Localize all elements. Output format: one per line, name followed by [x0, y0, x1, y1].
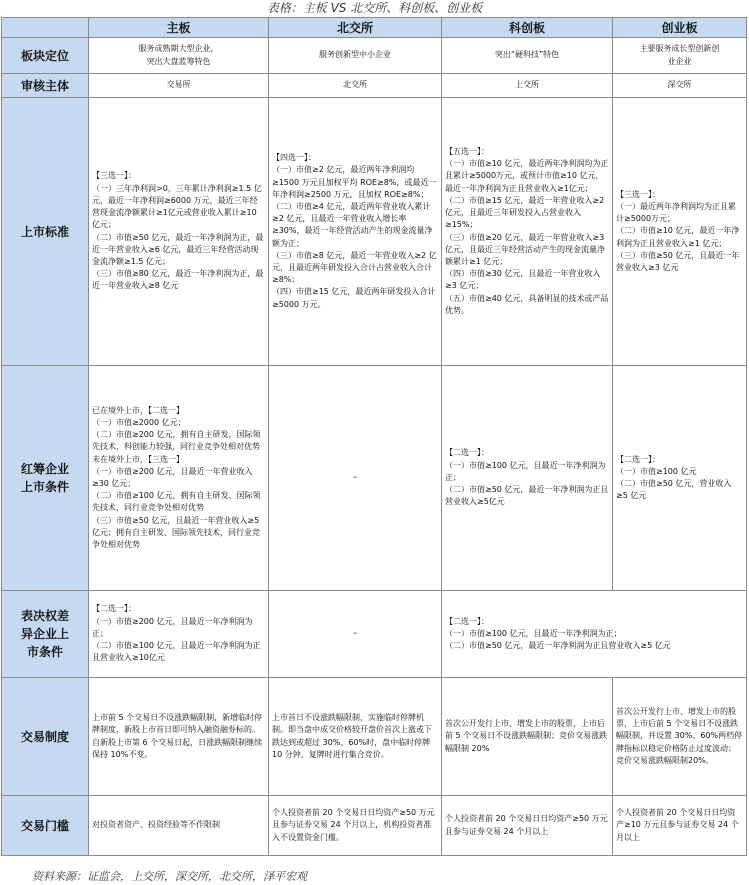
- cell-star-review-body: 上交所: [442, 74, 613, 98]
- cell-bse-listing-standards: 【四选一】： （一）市值≥2 亿元，最近两年净利润均≥1500 万元且加权平均 ROE≥8%，或最近一年净利润≥2500 万元，且加权 ROE≥8%； （二）市值≥4 亿元，最近两年营业收入累计≥2 亿元，且最近一年营业收入增长率≥30%，最近一年经营活动产生的现金流量净额为正； （三）市值≥8 亿元，最近一年营业收入≥2 亿元，且最近两年研发投入合计占营业收入合计≥8%； （四）市值≥15 亿元，最近两年研发投入合计≥5000 万元。: [269, 98, 442, 366]
- cell-bse-investor-threshold: 个人投资者前 20 个交易日日均资产≥50 万元且参与证券交易 24 个月以上，机构投资者准入不设置资金门槛。: [269, 796, 442, 856]
- cell-bse-red-chip: -: [269, 366, 442, 591]
- cell-main-investor-threshold: 对投资者资产、投资经验等不作限制: [89, 796, 269, 856]
- cell-chinext-review-body: 深交所: [613, 74, 747, 98]
- row-header-review-body: 审核主体: [2, 74, 89, 98]
- row-header-trading-rules: 交易制度: [2, 678, 89, 796]
- cell-bse-positioning: 服务创新型中小企业: [269, 38, 442, 74]
- row-header-dual-class: 表决权差 异企业上 市条件: [2, 591, 89, 678]
- column-header-star-market: 科创板: [442, 18, 613, 38]
- table-row: [2, 366, 747, 591]
- cell-bse-review-body: 北交所: [269, 74, 442, 98]
- cell-star-trading-rules: 首次公开发行上市、增发上市的股票，上市后前 5 个交易日不设涨跌幅限制；竞价交易涨跌幅限制 20%: [442, 678, 613, 796]
- comparison-table: [1, 17, 747, 856]
- cell-chinext-listing-standards: 【三选一】： （一）最近两年净利润均为正且累计≥5000万元； （二）市值≥10 亿元，最近一年净利润为正且营业收入≥1 亿元； （三）市值≥50 亿元，且最近一年营业收入≥3 亿元: [613, 98, 747, 366]
- row-header-investor-threshold: 交易门槛: [2, 796, 89, 856]
- cell-star-positioning: 突出“硬科技”特色: [442, 38, 613, 74]
- table-row: [2, 98, 747, 366]
- column-header-chinext: 创业板: [613, 18, 747, 38]
- table-row: [2, 678, 747, 796]
- cell-main-review-body: 交易所: [89, 74, 269, 98]
- cell-chinext-positioning: 主要服务成长型创新创 业企业: [613, 38, 747, 74]
- corner-cell: [2, 18, 89, 38]
- row-header-red-chip: 红筹企业 上市条件: [2, 366, 89, 591]
- header-row: [2, 18, 747, 38]
- cell-star-red-chip: 【二选一】： （一）市值≥100 亿元，且最近一年净利润为正； （二）市值≥50 亿元，最近一年净利润为正且营业收入≥5亿元: [442, 366, 613, 591]
- column-header-main-board: 主板: [89, 18, 269, 38]
- cell-main-positioning: 服务成熟期大型企业， 突出大盘蓝筹特色: [89, 38, 269, 74]
- cell-chinext-trading-rules: 首次公开发行上市、增发上市的股票，上市后前 5 个交易日不设涨跌幅限制，并设置 30%、60%两档停牌指标以稳定价格防止过度波动；竞价交易涨跌幅限制20%。: [613, 678, 747, 796]
- table-title: 表格：主板 VS 北交所、科创板、创业板: [266, 1, 483, 15]
- cell-bse-trading-rules: 上市首日不设涨跌幅限制，实施临时停牌机制。即当盘中成交价格较开盘价首次上涨或下跌达到或超过 30%、60%时，盘中临时停牌 10 分钟，复牌时进行集合竞价。: [269, 678, 442, 796]
- row-header-listing-standards: 上市标准: [2, 98, 89, 366]
- source-note: 资料来源：证监会，上交所，深交所，北交所，泽平宏观: [32, 870, 307, 883]
- cell-main-trading-rules: 上市前 5 个交易日不设涨跌幅限制，新增临时停牌制度，新股上市首日即可纳入融资融券标的。自新股上市第 6 个交易日起，日涨跌幅限制继续保持 10%不变。: [89, 678, 269, 796]
- table-row: [2, 796, 747, 856]
- column-header-bse: 北交所: [269, 18, 442, 38]
- cell-main-listing-standards: 【三选一】： （一）三年净利润>0，三年累计净利润≥1.5 亿元，最近一年净利润≥6000 万元，最近三年经营现金流净额累计≥1亿元或营业收入累计≥10 亿元； （二）市值≥50 亿元，最近一年净利润为正，最近一年营业收入≥6 亿元，最近三年经营活动现金流净额≥1.5 亿元； （三）市值≥80 亿元，最近一年净利润为正，最近一年营业收入≥8 亿元: [89, 98, 269, 366]
- table-row: [2, 74, 747, 98]
- cell-chinext-red-chip: 【二选一】： （一）市值≥100 亿元 （二）市值≥50 亿元，营业收入≥5 亿元: [613, 366, 747, 591]
- table-row: [2, 591, 747, 678]
- table-row: [2, 38, 747, 74]
- cell-main-red-chip: 已在境外上市，【二选一】 （一）市值≥2000 亿元； （二）市值≥200 亿元，拥有自主研发，国际领先技术，科创能力较强，同行业竞争处相对优势 未在境外上市，【三选一】 （一）市值≥200 亿元，且最近一年营业收入≥30 亿元； （二）市值≥100 亿元，拥有自主研发、国际领先技术，同行业竞争处相对优势 （三）市值≥50 亿元，且最近一年营业收入≥5 亿元；拥有自主研发、国际领先技术，同行业竞争处相对优势: [89, 366, 269, 591]
- cell-main-dual-class: 【二选一】： （一）市值≥200 亿元，且最近一年净利润为正； （二）市值≥100 亿元，且最近一年净利润为正且营业收入≥10亿元: [89, 591, 269, 678]
- row-header-positioning: 板块定位: [2, 38, 89, 74]
- cell-bse-dual-class: -: [269, 591, 442, 678]
- cell-star-listing-standards: 【五选一】： （一）市值≥10 亿元，最近两年净利润均为正且累计≥5000万元，或预计市值≥10 亿元，最近一年净利润为正且营业收入≥1亿元； （二）市值≥15 亿元，最近一年营业收入≥2 亿元，且最近三年研发投入占营业收入≥15%； （三）市值≥20 亿元，最近一年营业收入≥3 亿元，且最近三年经营活动产生的现金流量净额累计≥1 亿元； （四）市值≥30 亿元，且最近一年营业收入≥3 亿元； （五）市值≥40 亿元，具备明显的技术或产品优势。: [442, 98, 613, 366]
- cell-star-chinext-dual-class: 【二选一】： （一）市值≥100 亿元，且最近一年净利润为正； （二）市值≥50 亿元，最近一年净利润为正且营业收入≥5 亿元: [442, 591, 747, 678]
- cell-chinext-investor-threshold: 个人投资者前 20 个交易日日均资产≥10 万元且参与证券交易 24 个月以上: [613, 796, 747, 856]
- cell-star-investor-threshold: 个人投资者前 20 个交易日日均资产≥50 万元且参与证券交易 24 个月以上: [442, 796, 613, 856]
